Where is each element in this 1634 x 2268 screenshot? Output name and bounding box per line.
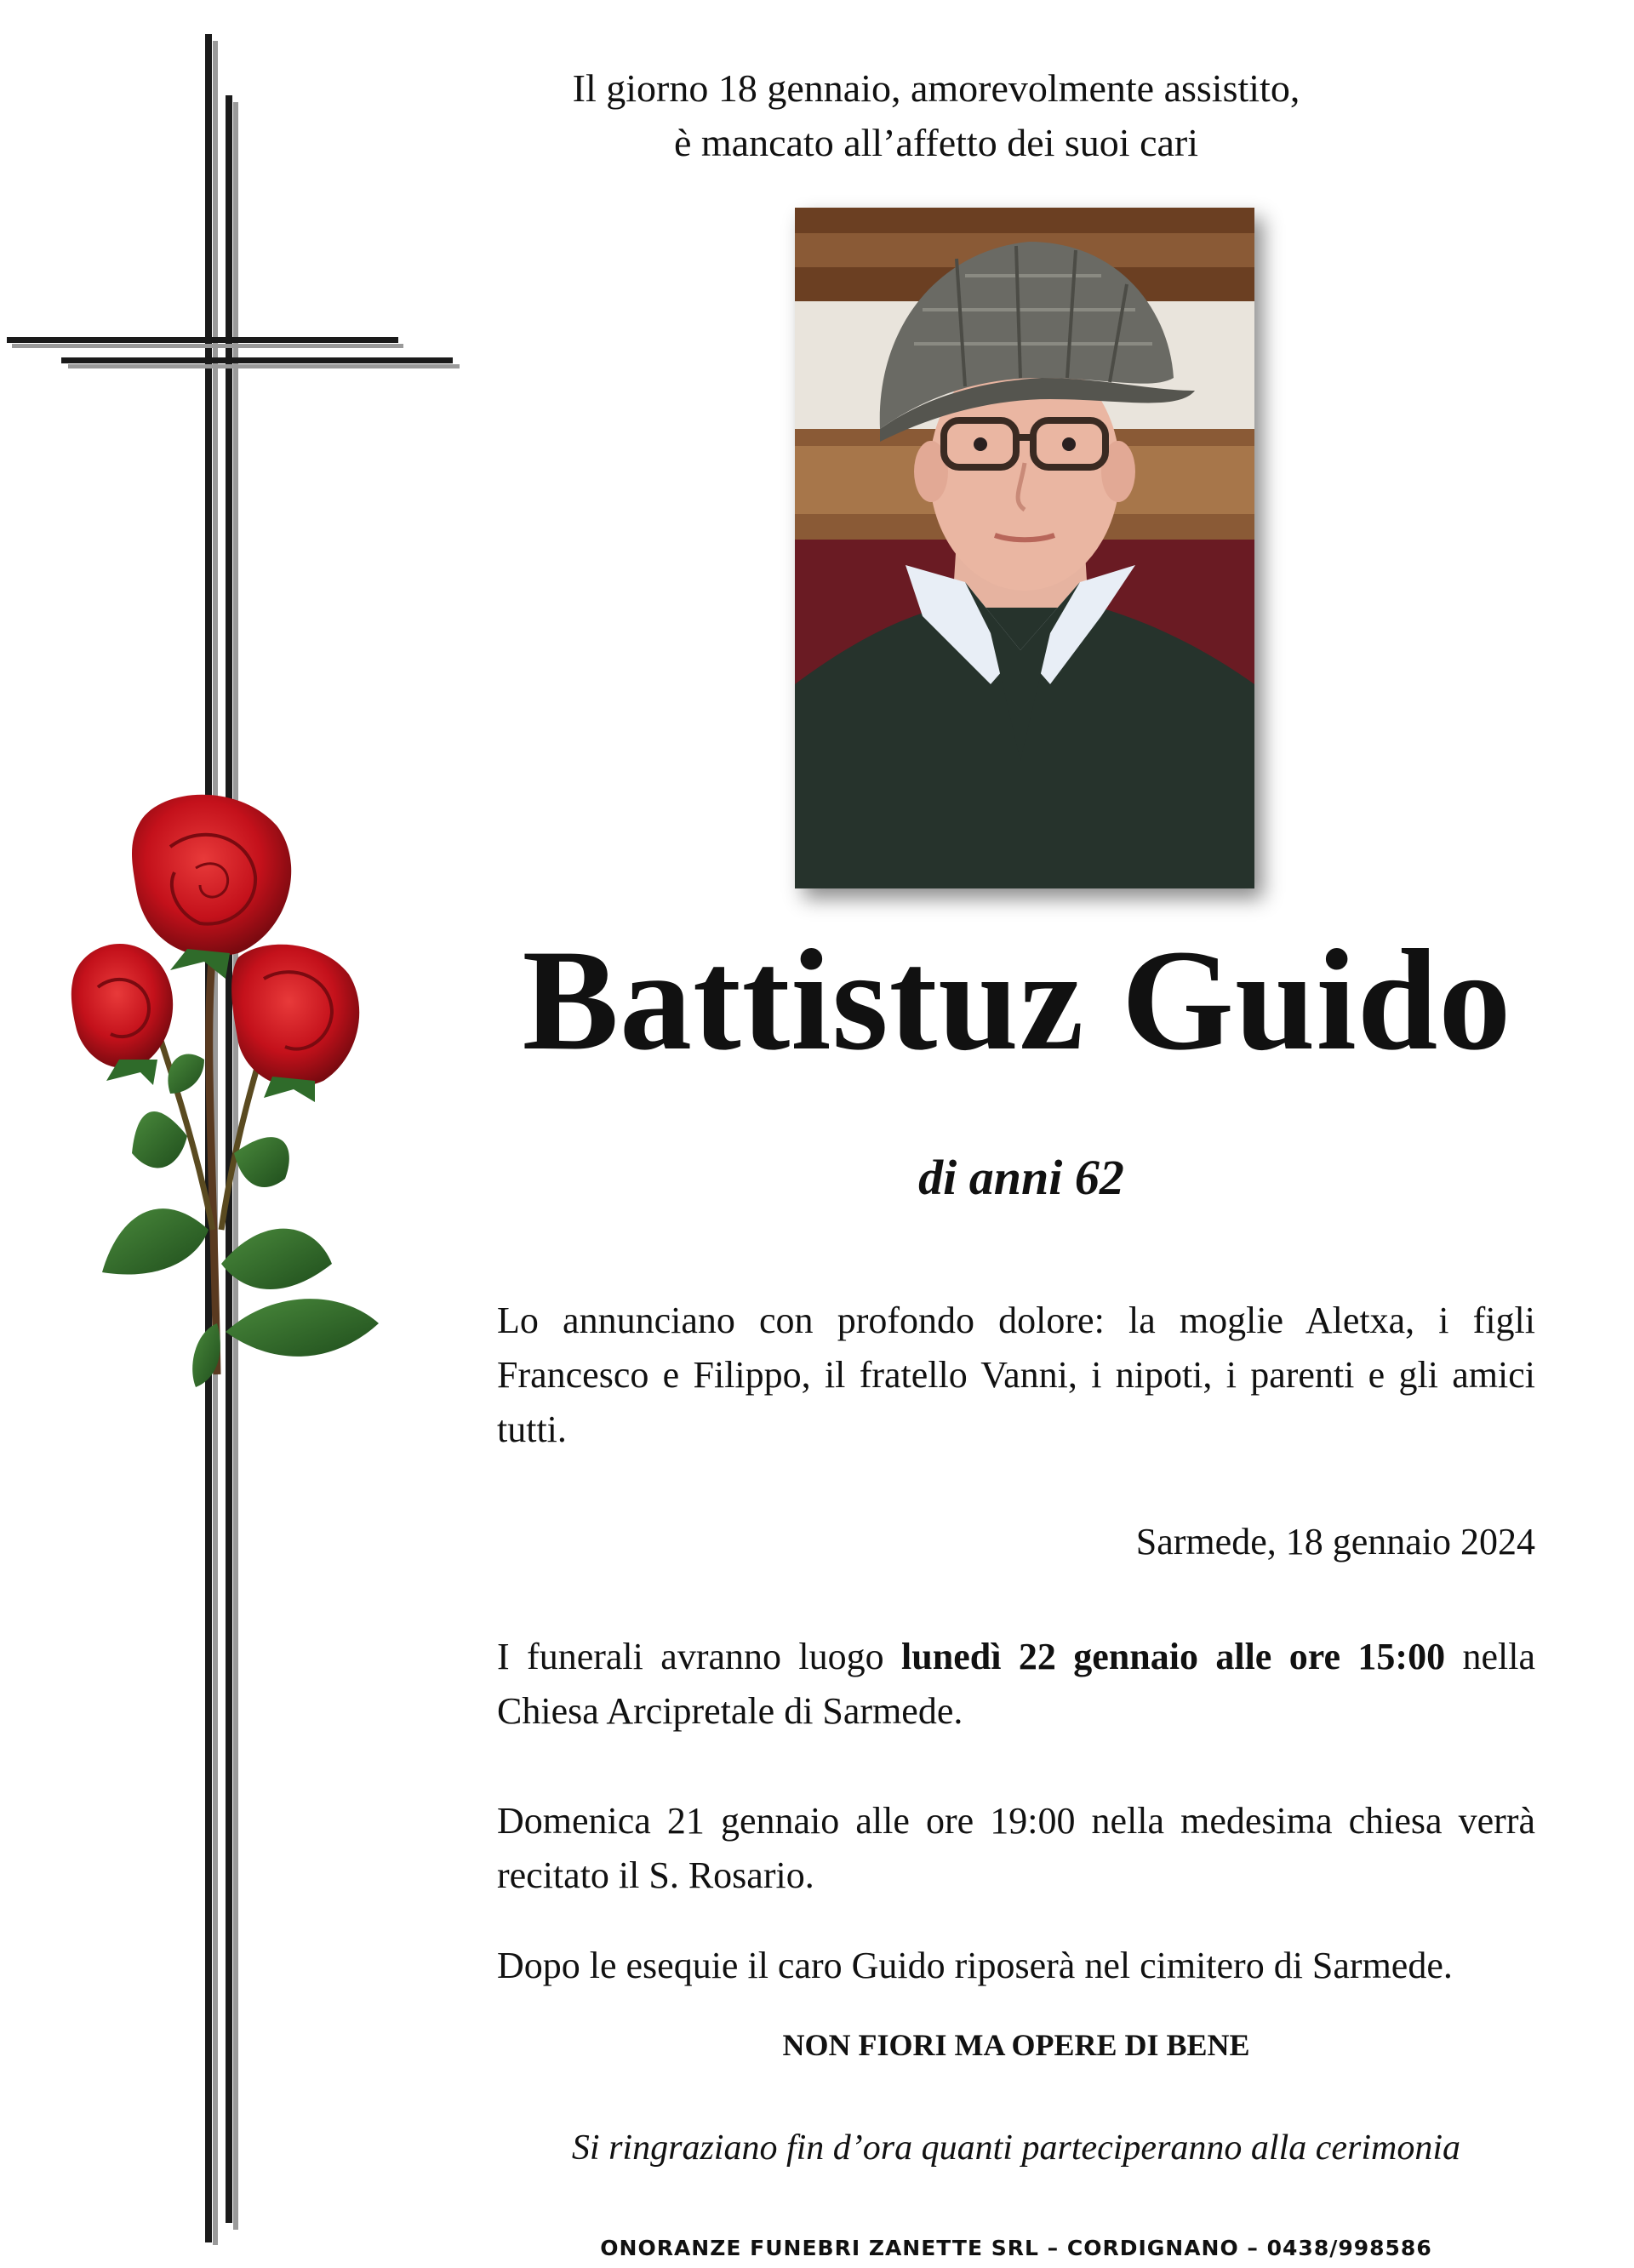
- cross-horizontal-shadow: [68, 364, 460, 368]
- cross-horizontal-bar: [61, 357, 453, 363]
- deceased-age: di anni 62: [918, 1150, 1124, 1205]
- place-date: Sarmede, 18 gennaio 2024: [1135, 1521, 1535, 1562]
- deceased-name: Battistuz Guido: [522, 920, 1512, 1080]
- portrait-photo: [795, 208, 1254, 888]
- rosary-paragraph: Domenica 21 gennaio alle ore 19:00 nella medesima chiesa verrà recitato il S. Rosario.: [497, 1800, 1535, 1896]
- cross-horizontal-bar: [7, 337, 398, 343]
- intro-text: [511, 61, 1362, 170]
- cross-horizontal-shadow: [12, 344, 403, 348]
- funeral-date-time: lunedì 22 gennaio alle ore 15:00: [901, 1636, 1446, 1677]
- funeral-text-before: I funerali avranno luogo: [497, 1636, 902, 1677]
- thanks-line: Si ringraziano fin d’ora quanti parteciperanno alla cerimonia: [571, 2128, 1461, 2168]
- portrait-image: [795, 208, 1254, 888]
- funeral-home-footer: ONORANZE FUNEBRI ZANETTE SRL – CORDIGNANO – 0438/998586: [600, 2236, 1432, 2260]
- announcement-paragraph: Lo annunciano con profondo dolore: la moglie Aletxa, i figli Francesco e Filippo, il fratello Vanni, i nipoti, i parenti e gli amici tutti.: [497, 1300, 1535, 1450]
- intro-line-2: è mancato all’affetto dei suoi cari: [673, 121, 1199, 164]
- burial-paragraph: Dopo le esequie il caro Guido riposerà nel cimitero di Sarmede.: [497, 1945, 1453, 1986]
- no-flowers-note: NON FIORI MA OPERE DI BENE: [782, 2028, 1250, 2062]
- intro-line-1: Il giorno 18 gennaio, amorevolmente assistito,: [572, 66, 1300, 110]
- funeral-text-after: nella Chiesa Arcipretale di Sarmede.: [497, 1636, 1535, 1732]
- funeral-paragraph: [497, 1630, 1535, 1739]
- red-roses-illustration: [68, 787, 391, 1400]
